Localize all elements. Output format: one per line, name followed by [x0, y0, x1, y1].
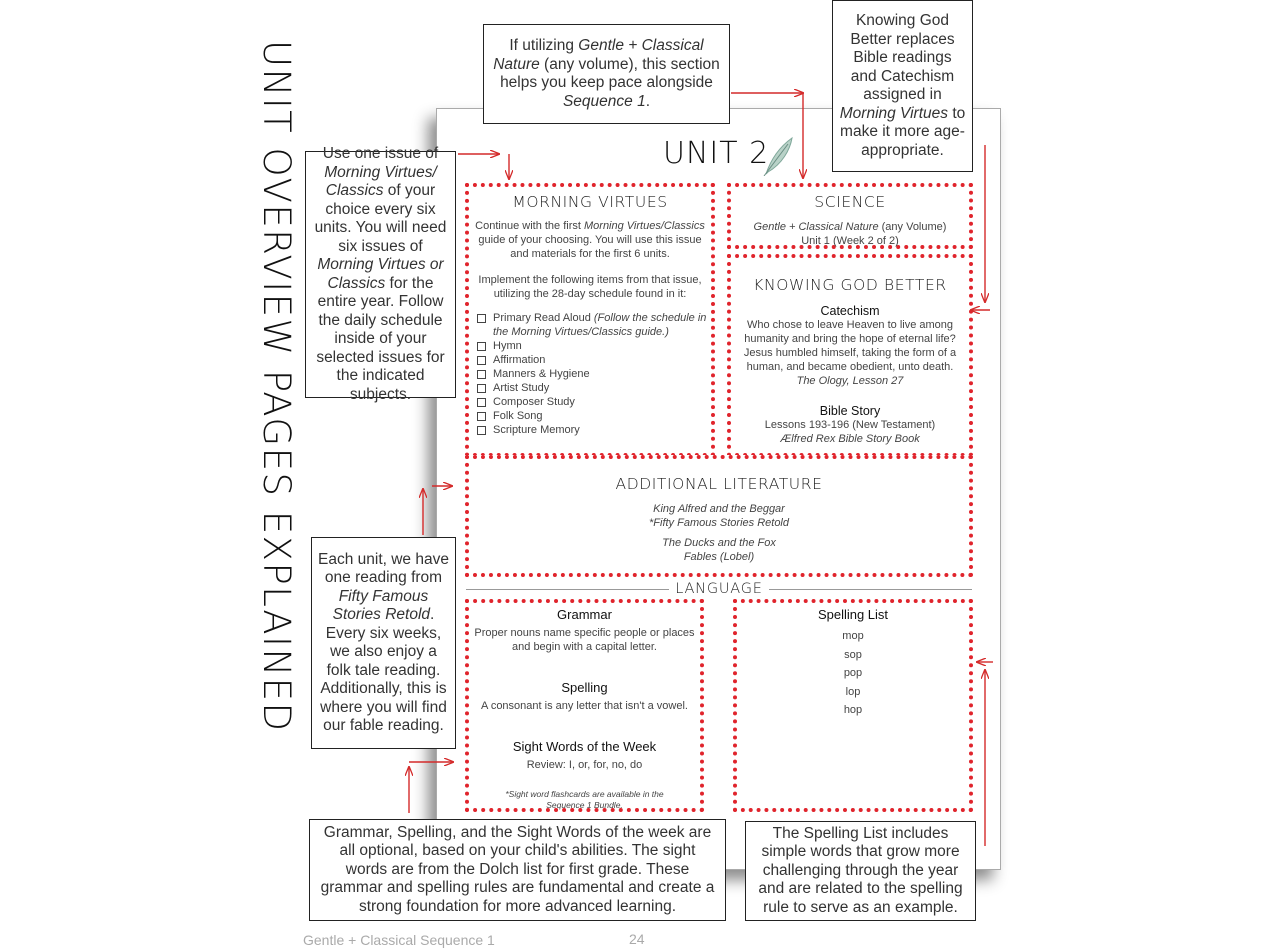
footer-series: Gentle + Classical Sequence 1 — [303, 932, 495, 948]
sight-words-note: *Sight word flashcards are available in the Sequence 1 Bundle. — [505, 789, 664, 810]
morning-virtues-checklist — [477, 311, 711, 437]
sight-words-header: Sight Words of the Week — [512, 739, 657, 754]
morning-virtues-implement: Implement the following items from that issue, utilizing the 28-day schedule found in it: — [478, 274, 702, 300]
sight-words-review: Review: I, or, for, no, do — [526, 759, 643, 771]
spelling-word: pop — [843, 667, 863, 679]
catechism-source: The Ology, Lesson 27 — [796, 375, 904, 387]
literature-book2: The Ducks and the Fox — [662, 537, 776, 549]
grammar-text: Proper nouns name specific people or places and begin with a capital letter. — [474, 627, 695, 653]
literature-book2-source: Fables (Lobel) — [683, 551, 755, 563]
page-title: UNIT OVERVIEW PAGES EXPLAINED — [255, 40, 298, 733]
note-literature-callout: Each unit, we have one reading from Fifty Famous Stories Retold. Every six weeks, we also enjoy a folk tale reading. Additionally, this is where you will find our fable reading. — [311, 537, 456, 749]
language-label: LANGUAGE — [466, 580, 972, 598]
literature-book1: King Alfred and the Beggar — [653, 503, 785, 515]
spelling-word: sop — [844, 648, 862, 661]
checklist-item: Primary Read Aloud (Follow the schedule in the Morning Virtues/Classics guide.) — [477, 311, 711, 339]
checklist-item: Scripture Memory — [477, 423, 711, 437]
checklist-item: Hymn — [477, 339, 711, 353]
note-knowing-god-callout: Knowing God Better replaces Bible readings and Catechism assigned in Morning Virtues to make it more age-appropriate. — [832, 0, 973, 172]
knowing-god-title: KNOWING GOD BETTER — [753, 276, 947, 294]
note-grammar-callout: Grammar, Spelling, and the Sight Words of the week are all optional, based on your child's abilities. The sight words are from the Dolch list for first grade. These grammar and spelling rules are fundamental and create a strong foundation for more advanced learning. — [309, 819, 726, 921]
feather-icon — [760, 136, 796, 176]
catechism-text: Who chose to leave Heaven to live among humanity and bring the hope of eternal life? Jesus humbled himself, taking the form of a human, and became obedient, unto death. — [743, 319, 957, 373]
morning-virtues-title: MORNING VIRTUES — [512, 193, 668, 211]
morning-virtues-box — [465, 183, 715, 457]
checklist-item: Composer Study — [477, 395, 711, 409]
literature-box — [465, 455, 973, 577]
spelling-text: A consonant is any letter that isn't a vowel. — [481, 700, 688, 712]
science-line2: Unit 1 (Week 2 of 2) — [801, 235, 899, 247]
science-box — [727, 183, 973, 249]
knowing-god-box — [727, 254, 973, 457]
spelling-list-box — [733, 599, 973, 812]
grammar-box — [465, 599, 704, 812]
bible-source: Ælfred Rex Bible Story Book — [780, 433, 920, 445]
literature-book1-source: *Fifty Famous Stories Retold — [649, 517, 789, 529]
checklist-item: Affirmation — [477, 353, 711, 367]
catechism-header: Catechism — [820, 304, 880, 318]
grammar-header: Grammar — [557, 607, 612, 622]
spelling-word: lop — [845, 685, 861, 698]
note-morning-virtues-callout: Use one issue of Morning Virtues/ Classics of your choice every six units. You will need six issues of Morning Virtues or Classics for the entire year. Follow the daily schedule inside of your selected issues for the indicated subjects. — [305, 151, 456, 398]
spelling-word: hop — [843, 704, 863, 716]
page-number: 24 — [629, 931, 645, 947]
checklist-item: Folk Song — [477, 409, 711, 423]
science-title: SCIENCE — [814, 193, 886, 211]
bible-lessons: Lessons 193-196 (New Testament) — [764, 419, 936, 431]
spelling-list-header: Spelling List — [817, 607, 889, 622]
spelling-word: mop — [842, 630, 864, 642]
unit-title: UNIT 2 — [663, 136, 770, 171]
spelling-header: Spelling — [561, 680, 608, 695]
morning-virtues-intro: Continue with the first Morning Virtues/Classics guide of your choosing. You will use this issue and materials for the first 6 units. — [475, 220, 705, 260]
science-line1: Gentle + Classical Nature (any Volume) — [753, 221, 947, 233]
note-spelling-list-callout: The Spelling List includes simple words that grow more challenging through the year and are related to the spelling rule to serve as an example. — [745, 821, 976, 921]
literature-title: ADDITIONAL LITERATURE — [615, 475, 823, 493]
checklist-item: Manners & Hygiene — [477, 367, 711, 381]
bible-story-header: Bible Story — [819, 404, 881, 418]
checklist-item: Artist Study — [477, 381, 711, 395]
note-science-callout: If utilizing Gentle + Classical Nature (any volume), this section helps you keep pace alongside Sequence 1. — [483, 24, 730, 124]
spelling-list-words — [737, 627, 969, 720]
